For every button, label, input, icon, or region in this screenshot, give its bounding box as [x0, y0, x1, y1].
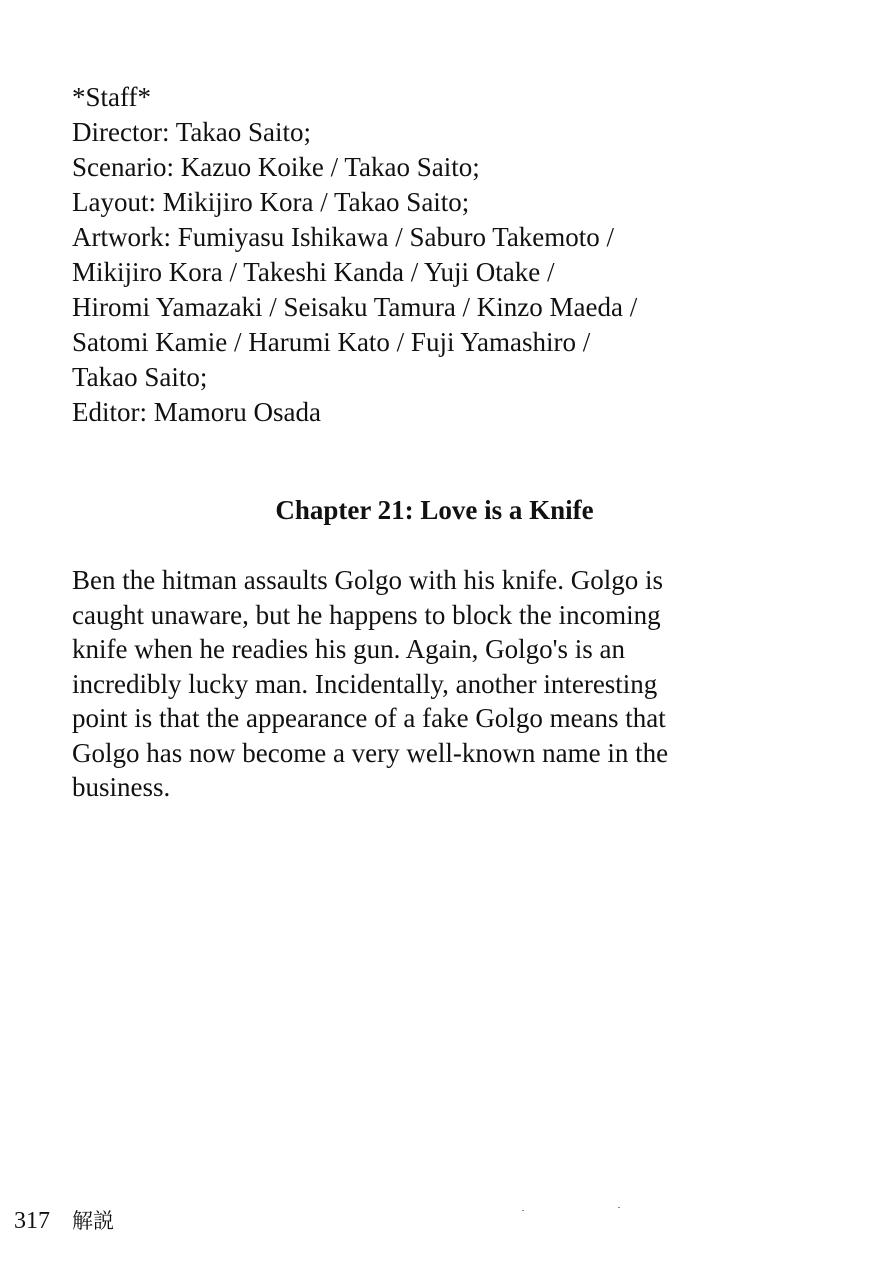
- staff-heading: *Staff*: [72, 82, 151, 112]
- summary-line: business.: [72, 772, 171, 802]
- staff-line-artwork-cont-2: Hiromi Yamazaki / Seisaku Tamura / Kinzo Maeda /: [72, 292, 638, 322]
- staff-line-artwork-cont-4: Takao Saito;: [72, 362, 208, 392]
- staff-line-artwork-cont-3: Satomi Kamie / Harumi Kato / Fuji Yamashiro /: [72, 327, 591, 357]
- section-label: 解説: [72, 1209, 114, 1233]
- staff-line-artwork-cont-1: Mikijiro Kora / Takeshi Kanda / Yuji Otake /: [72, 257, 555, 287]
- staff-line-layout: Layout: Mikijiro Kora / Takao Saito;: [72, 187, 470, 217]
- staff-line-scenario: Scenario: Kazuo Koike / Takao Saito;: [72, 152, 480, 182]
- summary-line: caught unaware, but he happens to block the incoming: [72, 599, 661, 630]
- scan-speck: [618, 1207, 620, 1208]
- summary-line: Ben the hitman assaults Golgo with his knife. Golgo is: [72, 565, 663, 595]
- chapter-summary: [72, 563, 792, 805]
- scan-speck: [522, 1210, 524, 1211]
- chapter-title: Chapter 21: Love is a Knife: [275, 495, 594, 525]
- staff-line-director: Director: Takao Saito;: [72, 117, 312, 147]
- summary-line: knife when he readies his gun. Again, Golgo's is an: [72, 634, 626, 664]
- page-footer: [14, 1206, 114, 1236]
- summary-line: incredibly lucky man. Incidentally, another interesting: [72, 668, 658, 699]
- page-number: 317: [14, 1208, 50, 1234]
- staff-line-editor: Editor: Mamoru Osada: [72, 397, 321, 427]
- summary-line: point is that the appearance of a fake Golgo means that: [72, 703, 666, 733]
- staff-credits: [72, 80, 792, 430]
- staff-line-artwork: Artwork: Fumiyasu Ishikawa / Saburo Takemoto /: [72, 222, 615, 252]
- summary-line: Golgo has now become a very well-known name in the: [72, 737, 669, 768]
